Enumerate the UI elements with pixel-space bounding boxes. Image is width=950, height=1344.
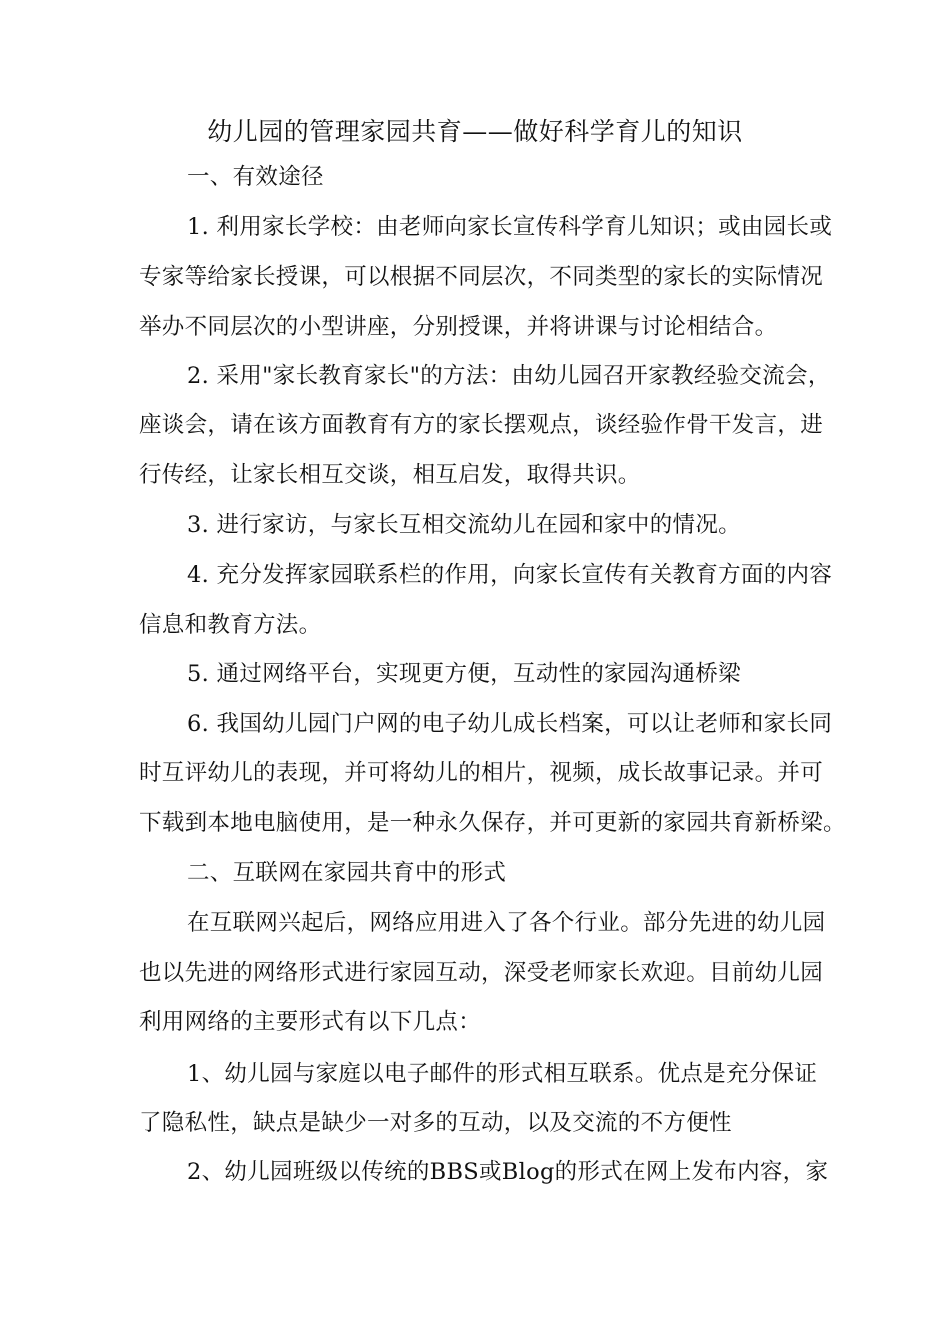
paragraph-line: 1. 利用家长学校：由老师向家长宣传科学育儿知识；或由园长或 [187,214,833,240]
paragraph-line: 1、幼儿园与家庭以电子邮件的形式相互联系。优点是充分保证 [187,1061,818,1087]
paragraph-line: 2、幼儿园班级以传统的BBS或Blog的形式在网上发布内容，家 [187,1159,829,1185]
paragraph-line: 在互联网兴起后，网络应用进入了各个行业。部分先进的幼儿园 [187,910,826,936]
paragraph-line: 下载到本地电脑使用，是一种永久保存，并可更新的家园共育新桥梁。 [139,810,846,836]
paragraph-line: 也以先进的网络形式进行家园互动，深受老师家长欢迎。目前幼儿园 [139,960,824,986]
section-heading-effective-methods: 一、有效途径 [187,164,324,190]
section-heading-internet-forms: 二、互联网在家园共育中的形式 [187,860,507,886]
paragraph-line: 信息和教育方法。 [139,612,322,638]
paragraph-line: 5. 通过网络平台，实现更方便，互动性的家园沟通桥梁 [187,661,741,687]
paragraph-line: 专家等给家长授课，可以根据不同层次，不同类型的家长的实际情况 [139,264,824,290]
paragraph-line: 3. 进行家访，与家长互相交流幼儿在园和家中的情况。 [187,512,741,538]
paragraph-line: 利用网络的主要形式有以下几点： [139,1009,482,1035]
paragraph-line: 4. 充分发挥家园联系栏的作用，向家长宣传有关教育方面的内容 [187,562,833,588]
paragraph-line: 座谈会，请在该方面教育有方的家长摆观点，谈经验作骨干发言，进 [139,412,824,438]
paragraph-line: 了隐私性，缺点是缺少一对多的互动，以及交流的不方便性 [139,1110,732,1136]
paragraph-line: 时互评幼儿的表现，并可将幼儿的相片，视频，成长故事记录。并可 [139,760,824,786]
paragraph-line: 举办不同层次的小型讲座，分别授课，并将讲课与讨论相结合。 [139,314,778,340]
document-title: 幼儿园的管理家园共育——做好科学育儿的知识 [207,117,743,146]
paragraph-line: 6. 我国幼儿园门户网的电子幼儿成长档案，可以让老师和家长同 [187,711,833,737]
paragraph-line: 2. 采用"家长教育家长"的方法：由幼儿园召开家教经验交流会， [187,363,831,389]
paragraph-line: 行传经，让家长相互交谈，相互启发，取得共识。 [139,462,641,488]
